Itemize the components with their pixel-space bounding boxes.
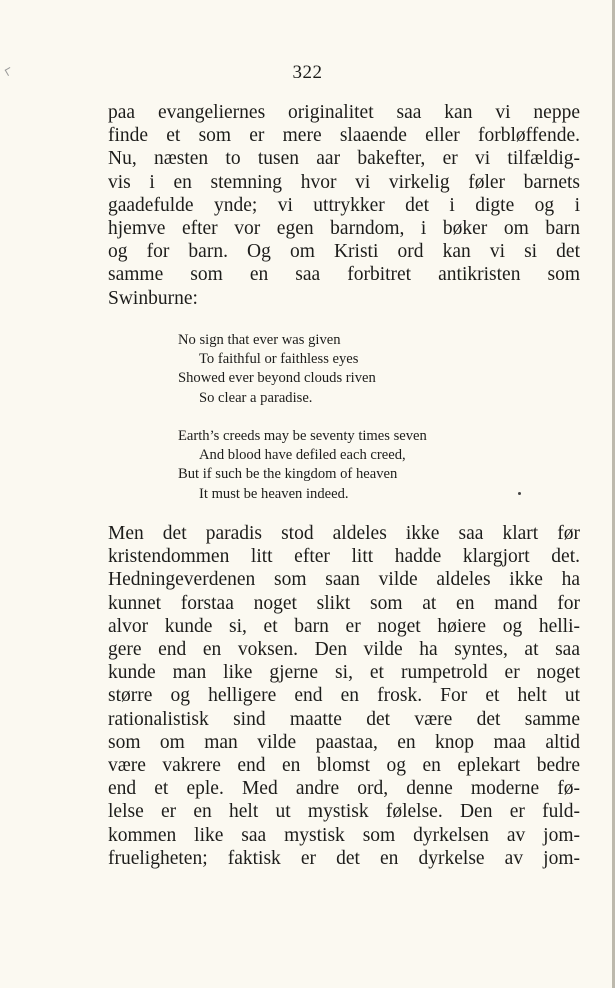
paragraph-line: gaadefulde ynde; vi uttrykker det i digte og i <box>108 194 580 216</box>
print-speck <box>518 492 521 495</box>
poem-line: No sign that ever was given <box>178 332 341 348</box>
paragraph-line: og for barn. Og om Kristi ord kan vi si det <box>108 241 580 263</box>
paragraph-line: gere end en voksen. Den vilde ha syntes, at saa <box>108 639 580 661</box>
paragraph-1 <box>108 101 580 310</box>
paragraph-line: Nu, næsten to tusen aar bakefter, er vi tilfældig- <box>108 148 580 170</box>
page-number: 322 <box>292 62 323 83</box>
paragraph-line: Swinburne: <box>108 287 198 309</box>
paragraph-line: kunnet forstaa noget slikt som at en mand for <box>108 592 580 614</box>
poem-line: To faithful or faithless eyes <box>199 351 359 368</box>
paragraph-line: alvor kunde si, et barn er noget høiere og helli- <box>108 615 580 637</box>
paragraph-2 <box>108 522 580 870</box>
paragraph-line: frueligheten; faktisk er det en dyrkelse av jom- <box>108 847 580 869</box>
poem-line: Earth’s creeds may be seventy times seven <box>178 428 427 444</box>
paragraph-line: samme som en saa forbitret antikristen som <box>108 264 580 286</box>
paragraph-line: større og helligere end en frosk. For et helt ut <box>108 685 580 707</box>
poem-line: But if such be the kingdom of heaven <box>178 466 398 483</box>
paragraph-line: kunde man like gjerne si, et rumpetrold er noget <box>108 662 580 684</box>
paragraph-line: kristendommen litt efter litt hadde klargjort det. <box>108 546 580 568</box>
poem-stanza-2 <box>178 427 538 504</box>
paragraph-line: hjemve efter vor egen barndom, i bøker om barn <box>108 218 580 240</box>
paragraph-line: rationalistisk sind maatte det være det samme <box>108 708 580 730</box>
paragraph-line: end et eple. Med andre ord, denne moderne fø- <box>108 778 580 800</box>
paragraph-line: som om man vilde paastaa, en knop maa altid <box>108 731 580 753</box>
poem-line: So clear a paradise. <box>199 389 313 406</box>
paragraph-line: Hedningeverdenen som saan vilde aldeles ikke ha <box>108 569 580 591</box>
paragraph-line: være vakrere end en blomst og en eplekart bedre <box>108 755 580 777</box>
paragraph-line: paa evangeliernes originalitet saa kan vi neppe <box>108 102 580 123</box>
paragraph-line: vis i en stemning hvor vi virkelig føler barnets <box>108 171 580 193</box>
poem-line: Showed ever beyond clouds riven <box>178 370 376 387</box>
poem-stanza-1 <box>178 331 538 408</box>
poem-line: And blood have defiled each creed, <box>199 447 406 464</box>
poem-line: It must be heaven indeed. <box>199 485 349 502</box>
paragraph-line: Men det paradis stod aldeles ikke saa klart før <box>108 523 580 544</box>
paragraph-line: kommen like saa mystisk som dyrkelsen av jom- <box>108 824 580 846</box>
paragraph-line: finde et som er mere slaaende eller forbløffende. <box>108 125 580 147</box>
paragraph-line: lelse er en helt ut mystisk følelse. Den er fuld- <box>108 801 580 823</box>
